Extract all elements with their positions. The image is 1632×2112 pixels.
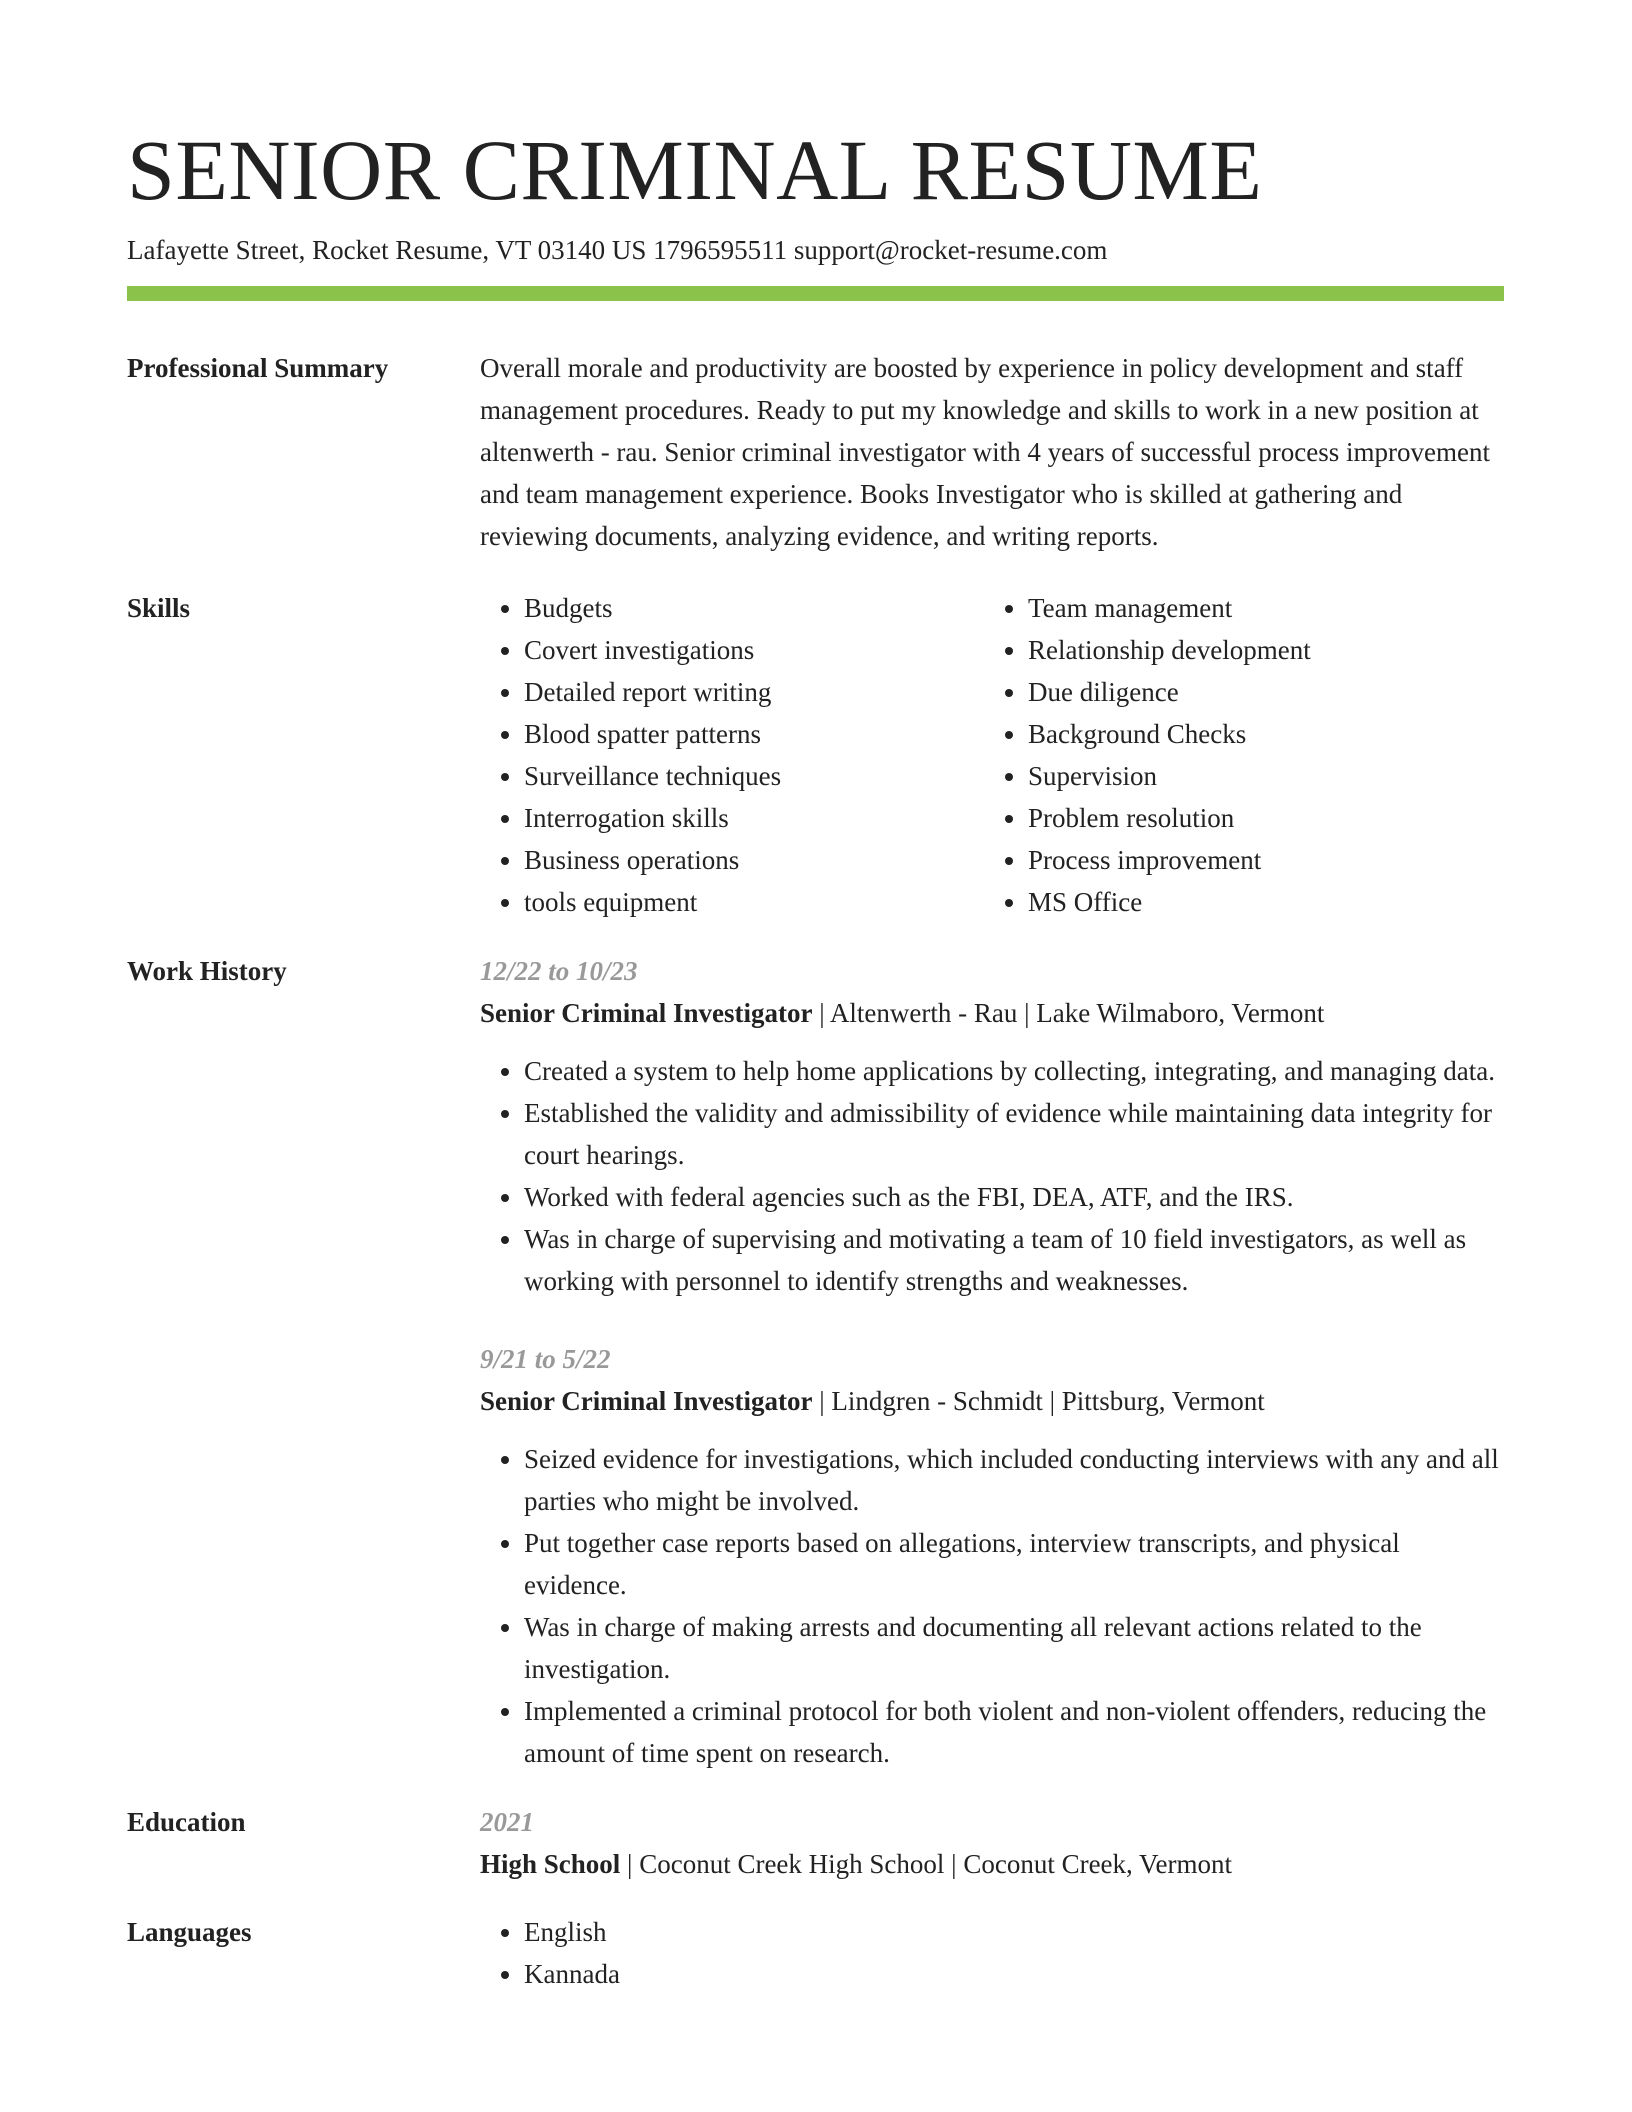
skill-item: • tools equipment [524,881,984,923]
job-dates: 12/22 to 10/23 [480,956,638,986]
skill-item: • Background Checks [1028,713,1311,755]
job-bullets [480,1050,1504,1302]
skill-item: • Relationship development [1028,629,1311,671]
skills-list-left [480,587,984,923]
job-title-line [480,1380,1504,1422]
language-item: • Kannada [524,1953,1504,1995]
job-title-line [480,992,1504,1034]
education-degree: High School [480,1849,621,1879]
education-title-line [480,1843,1504,1885]
skill-item: • Budgets [524,587,984,629]
job-bullet: • Was in charge of making arrests and documenting all relevant actions related to the investigation. [524,1606,1504,1690]
education-body [480,1801,1504,1885]
skill-item: • Surveillance techniques [524,755,984,797]
job-bullets [480,1438,1504,1774]
summary-body [480,347,1504,557]
skill-item: • Supervision [1028,755,1311,797]
skill-item: • MS Office [1028,881,1311,923]
job-entry [480,950,1504,1302]
education-details: | Coconut Creek High School | Coconut Creek, Vermont [620,1849,1233,1879]
job-role: Senior Criminal Investigator [480,998,813,1028]
education-dates: 2021 [480,1807,534,1837]
section-label-summary: Professional Summary [127,353,389,383]
skills-list-right [984,587,1311,923]
accent-divider [127,286,1504,301]
section-label-skills: Skills [127,593,191,623]
skill-item: • Process improvement [1028,839,1311,881]
job-role: Senior Criminal Investigator [480,1386,813,1416]
section-summary [127,351,1504,557]
skill-item: • Blood spatter patterns [524,713,984,755]
job-bullet: • Implemented a criminal protocol for both violent and non-violent offenders, reducing the amount of time spent on research. [524,1690,1504,1774]
language-item: • English [524,1911,1504,1953]
contact-line: Lafayette Street, Rocket Resume, VT 03140 US 1796595511 support@rocket-resume.com [127,235,1108,265]
job-bullet: • Was in charge of supervising and motivating a team of 10 field investigators, as well as working with personnel to identify strengths and weaknesses. [524,1218,1504,1302]
skill-item: • Problem resolution [1028,797,1311,839]
job-bullet: • Seized evidence for investigations, which included conducting interviews with any and all parties who might be involved. [524,1438,1504,1522]
section-work-history [127,954,1504,1774]
section-label-education: Education [127,1807,246,1837]
summary-text: Overall morale and productivity are boosted by experience in policy development and staff management procedures. Ready to put my knowledge and skills to work in a new position at altenwerth - rau. Senior criminal investigator with 4 years of successful process improvement and team management experience. Books Investigator who is skilled at gathering and reviewing documents, analyzing evidence, and writing reports. [480,353,1490,551]
resume-title: SENIOR CRIMINAL RESUME [127,122,1263,218]
job-details: | Altenwerth - Rau | Lake Wilmaboro, Vermont [812,998,1325,1028]
skill-item: • Detailed report writing [524,671,984,713]
job-bullet: • Worked with federal agencies such as the FBI, DEA, ATF, and the IRS. [524,1176,1504,1218]
section-skills [127,591,1504,923]
section-label-languages: Languages [127,1917,252,1947]
section-education [127,1805,1504,1885]
languages-body [480,1911,1504,1995]
skills-body [480,587,1504,923]
skill-item: • Business operations [524,839,984,881]
skill-item: • Due diligence [1028,671,1311,713]
job-bullet: • Established the validity and admissibility of evidence while maintaining data integrity for court hearings. [524,1092,1504,1176]
skill-item: • Interrogation skills [524,797,984,839]
section-label-work-history: Work History [127,956,287,986]
job-entry [480,1338,1504,1774]
job-details: | Lindgren - Schmidt | Pittsburg, Vermont [812,1386,1265,1416]
skill-item: • Covert investigations [524,629,984,671]
resume-page [127,120,1504,1995]
job-bullet: • Created a system to help home applications by collecting, integrating, and managing data. [524,1050,1504,1092]
section-languages [127,1915,1504,1995]
job-dates: 9/21 to 5/22 [480,1344,611,1374]
languages-list [480,1911,1504,1995]
skill-item: • Team management [1028,587,1311,629]
job-bullet: • Put together case reports based on allegations, interview transcripts, and physical evidence. [524,1522,1504,1606]
work-history-body [480,950,1504,1774]
